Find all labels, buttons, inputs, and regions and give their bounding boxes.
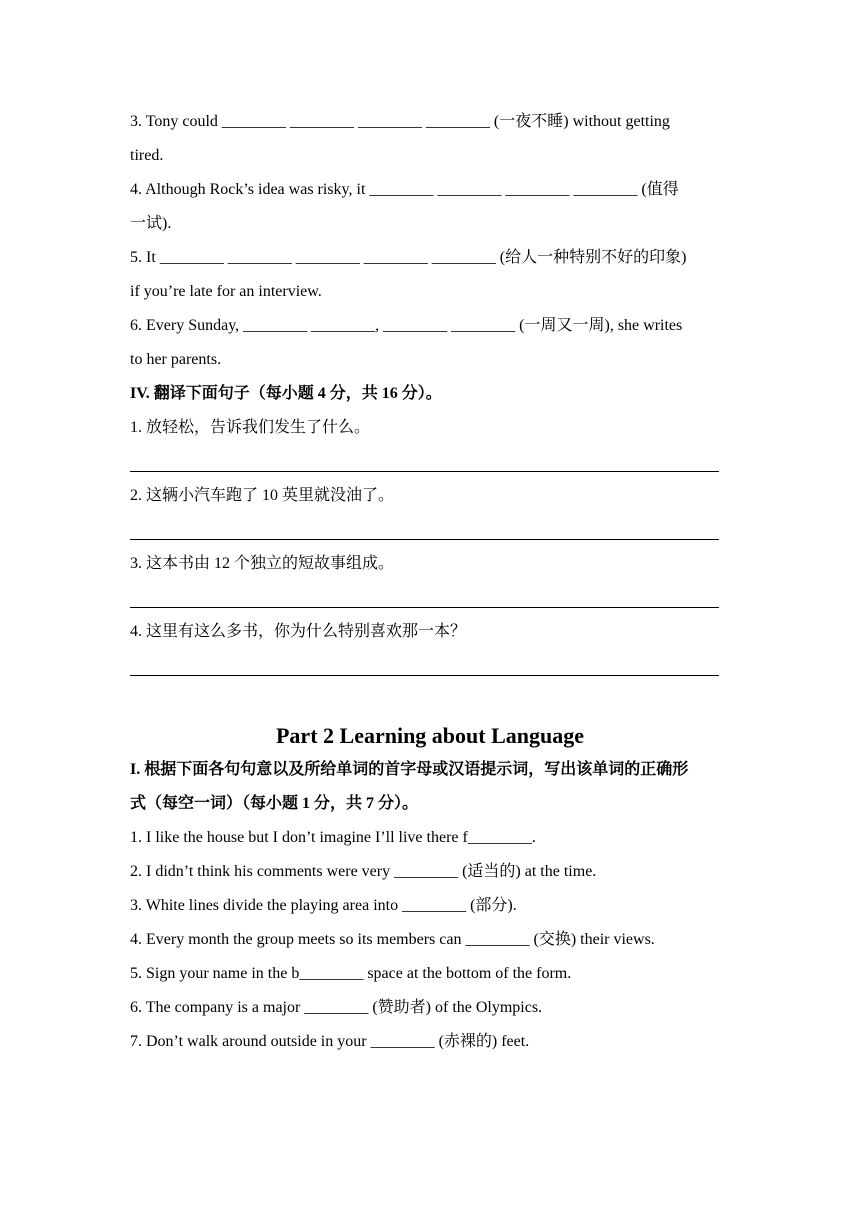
translation-item-3: 3. 这本书由 12 个独立的短故事组成。 xyxy=(130,555,395,572)
section-heading: IV. 翻译下面句子（每小题 4 分，共 16 分）。 xyxy=(130,385,442,402)
question-4-line-2: 一试). xyxy=(130,215,172,232)
question-3-line-1: 3. Tony could ________ ________ ________ ________ (一夜不睡) without getting xyxy=(130,113,670,130)
answer-line[interactable] xyxy=(130,445,730,479)
question-4-line-1: 4. Although Rock’s idea was risky, it ________ ________ ________ ________ (值得 xyxy=(130,181,679,198)
question-5-line-2: if you’re late for an interview. xyxy=(130,283,322,300)
answer-line[interactable] xyxy=(130,649,730,683)
answer-line[interactable] xyxy=(130,581,730,615)
word-item-5: 5. Sign your name in the b________ space at the bottom of the form. xyxy=(130,965,572,982)
translation-item-1: 1. 放轻松，告诉我们发生了什么。 xyxy=(130,419,371,436)
section-spacer xyxy=(130,683,730,719)
part-title: Part 2 Learning about Language xyxy=(275,723,585,748)
word-item-2: 2. I didn’t think his comments were very ________ (适当的) at the time. xyxy=(130,863,597,880)
fill-phrase-section xyxy=(130,105,730,377)
part-2-heading-line-1: I. 根据下面各句句意以及所给单词的首字母或汉语提示词，写出该单词的正确形 xyxy=(130,761,689,778)
word-item-4: 4. Every month the group meets so its members can ________ (交换) their views. xyxy=(130,931,655,948)
word-item-7: 7. Don’t walk around outside in your ________ (赤裸的) feet. xyxy=(130,1033,530,1050)
question-6-line-1: 6. Every Sunday, ________ ________, ________ ________ (一周又一周), she writes xyxy=(130,317,683,334)
question-6-line-2: to her parents. xyxy=(130,351,222,368)
word-item-3: 3. White lines divide the playing area into ________ (部分). xyxy=(130,897,517,914)
translation-item-2: 2. 这辆小汽车跑了 10 英里就没油了。 xyxy=(130,487,395,504)
question-5-line-1: 5. It ________ ________ ________ ________ ________ (给人一种特别不好的印象) xyxy=(130,249,687,266)
question-3-line-2: tired. xyxy=(130,147,164,164)
worksheet-content xyxy=(130,105,730,1059)
translation-section xyxy=(130,377,730,683)
word-item-1: 1. I like the house but I don’t imagine I’ll live there f________. xyxy=(130,829,536,846)
word-item-6: 6. The company is a major ________ (赞助者) of the Olympics. xyxy=(130,999,543,1016)
answer-line[interactable] xyxy=(130,513,730,547)
part-2-section xyxy=(130,719,730,1059)
translation-item-4: 4. 这里有这么多书，你为什么特别喜欢那一本？ xyxy=(130,623,467,640)
part-2-heading-line-2: 式（每空一词）（每小题 1 分，共 7 分）。 xyxy=(130,795,419,812)
